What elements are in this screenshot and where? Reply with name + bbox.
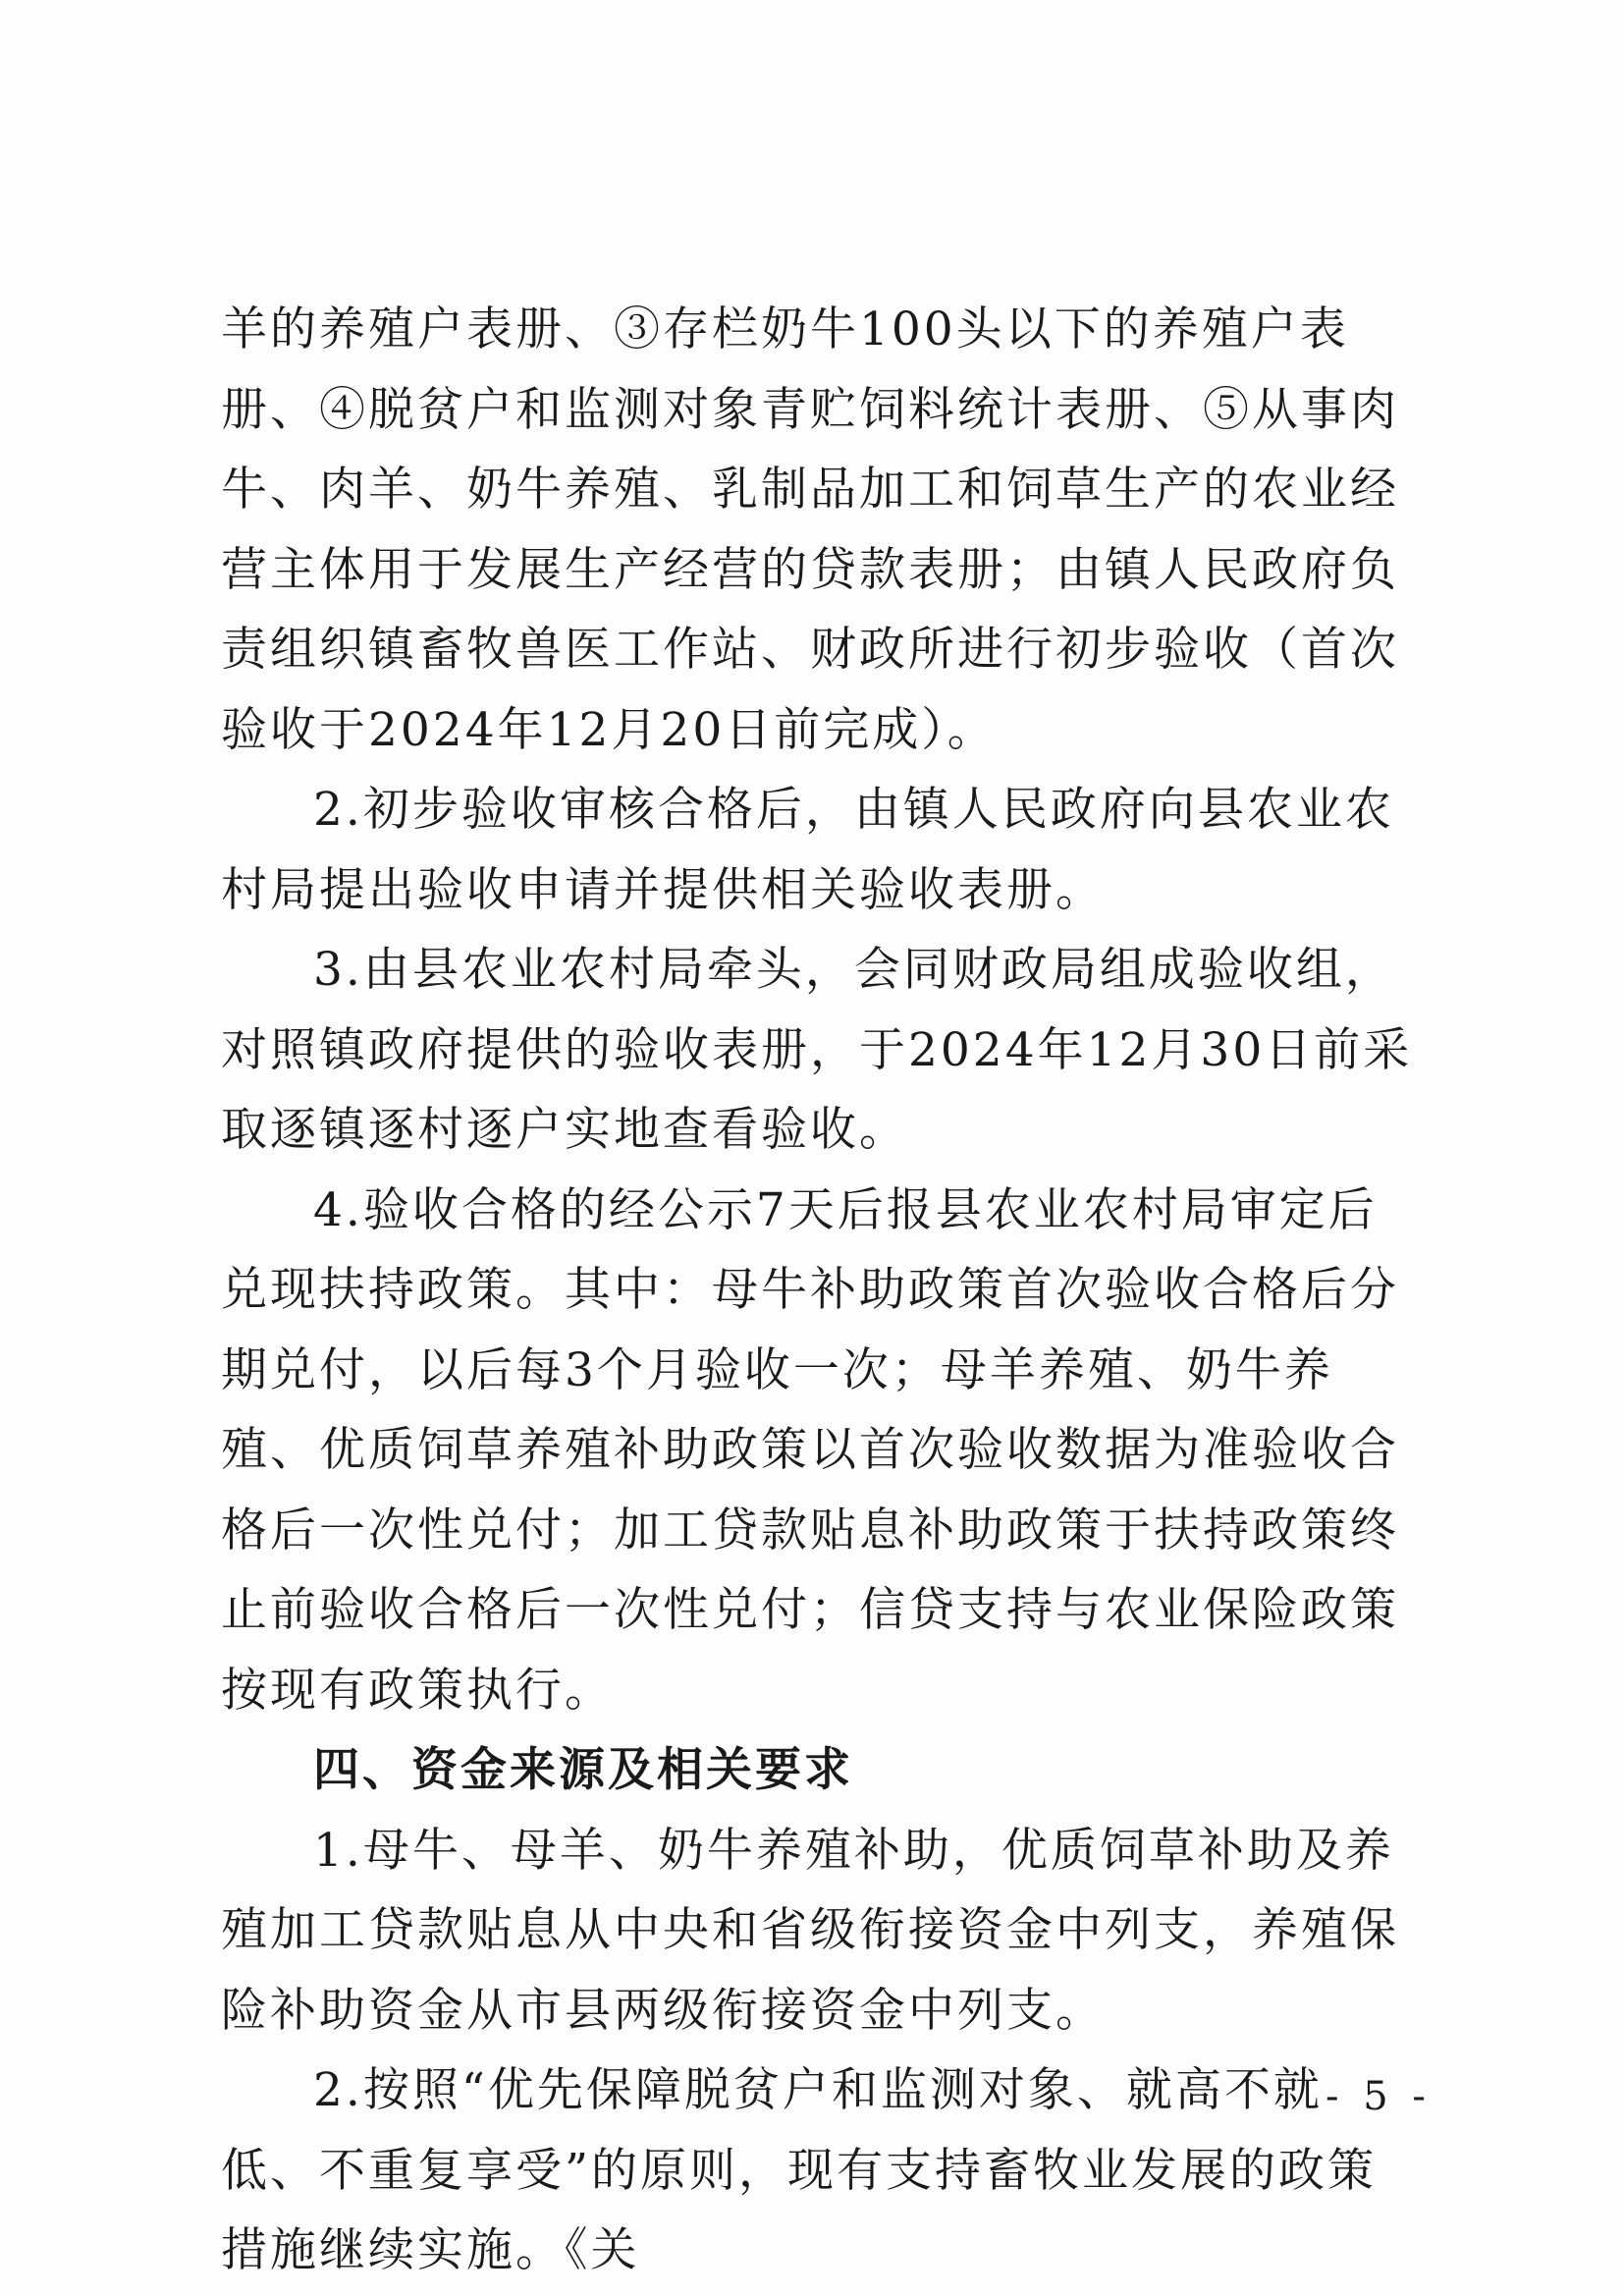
page-number: - 5 - [1325,2074,1432,2119]
paragraph-item-3: 3.由县农业农村局牵头，会同财政局组成验收组，对照镇政府提供的验收表册，于2024年12月30日前采取逐镇逐村逐户实地查看验收。 [221,943,1413,1157]
paragraph-continued: 羊的养殖户表册、③存栏奶牛100头以下的养殖户表册、④脱贫户和监测对象青贮饲料统计表册、⑤从事肉牛、肉羊、奶牛养殖、乳制品加工和饲草生产的农业经营主体用于发展生产经营的贷款表册；由镇人民政府负责组织镇畜牧兽医工作站、财政所进行初步验收（首次验收于2024年12月20日前完成）。 [221,302,1399,757]
paragraph-funding-2: 2.按照“优先保障脱贫户和监测对象、就高不就低、不重复享受”的原则，现有支持畜牧业发展的政策措施继续实施。《关 [221,2063,1378,2277]
document-body [221,290,1419,2291]
paragraph-item-4: 4.验收合格的经公示7天后报县农业农村局审定后兑现扶持政策。其中：母牛补助政策首次验收合格后分期兑付，以后每3个月验收一次；母羊养殖、奶牛养殖、优质饲草养殖补助政策以首次验收数据为准验收合格后一次性兑付；加工贷款贴息补助政策于扶持政策终止前验收合格后一次性兑付；信贷支持与农业保险政策按现有政策执行。 [221,1182,1399,1718]
paragraph-funding-1: 1.母牛、母羊、奶牛养殖补助，优质饲草补助及养殖加工贷款贴息从中央和省级衔接资金中列支，养殖保险补助资金从市县两级衔接资金中列支。 [221,1823,1399,2038]
section-heading: 四、资金来源及相关要求 [313,1743,853,1797]
paragraph-item-2: 2.初步验收审核合格后，由镇人民政府向县农业农村局提出验收申请并提供相关验收表册。 [221,783,1394,917]
